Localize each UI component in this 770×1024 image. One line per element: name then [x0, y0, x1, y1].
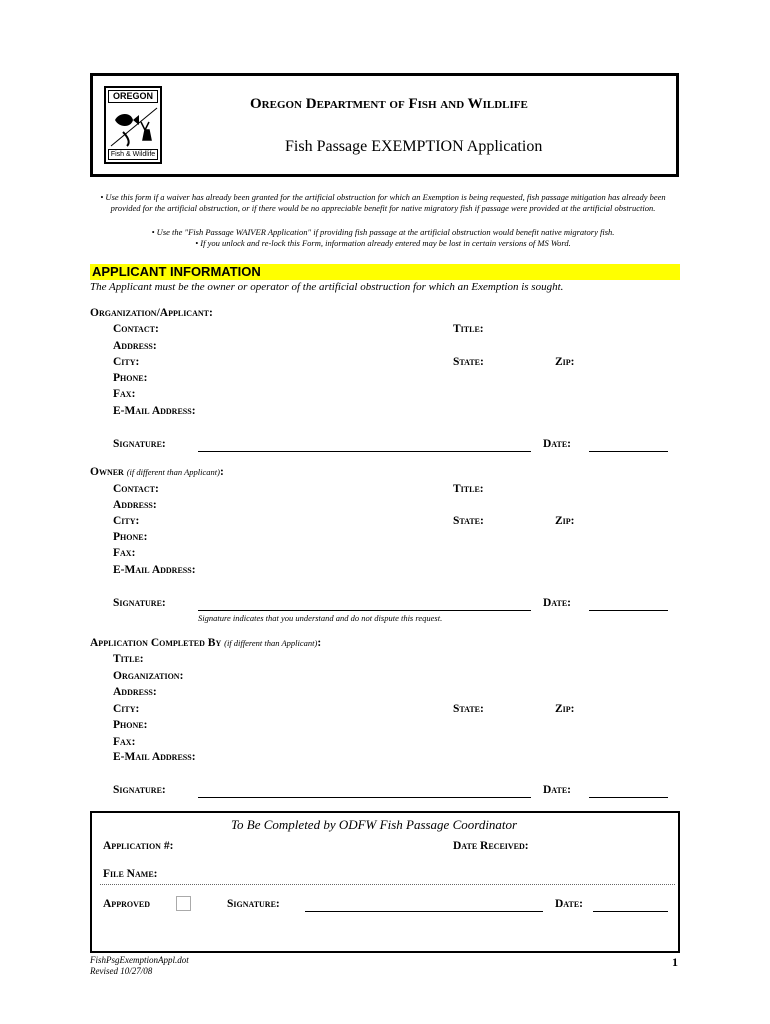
owner-heading: Owner (if different than Applicant):: [90, 466, 224, 478]
odfw-date-label: Date:: [555, 898, 583, 910]
page-number: 1: [672, 955, 678, 969]
owner-date-line[interactable]: [589, 610, 668, 611]
completed-zip-label: Zip:: [555, 703, 575, 715]
dotted-divider: [100, 884, 675, 885]
applicant-state-label: State:: [453, 356, 484, 368]
owner-address-label: Address:: [113, 499, 157, 511]
owner-fax-label: Fax:: [113, 547, 136, 559]
completed-title-label: Title:: [113, 653, 144, 665]
section-subtitle: The Applicant must be the owner or operator of the artificial obstruction for which an Exemption is sought.: [90, 281, 564, 293]
owner-title-label: Title:: [453, 483, 484, 495]
approved-label: Approved: [103, 898, 150, 910]
completed-by-heading-text: Application Completed By: [90, 637, 222, 649]
owner-email-label: E-Mail Address:: [113, 564, 196, 576]
completed-address-label: Address:: [113, 686, 157, 698]
completed-signature-label: Signature:: [113, 784, 166, 796]
owner-zip-label: Zip:: [555, 515, 575, 527]
footer: [90, 955, 189, 977]
date-received-label: Date Received:: [453, 840, 529, 852]
approved-checkbox[interactable]: [176, 896, 191, 911]
applicant-phone-label: Phone:: [113, 372, 148, 384]
owner-date-label: Date:: [543, 597, 571, 609]
department-name: Oregon Department of Fish and Wildlife: [250, 96, 528, 112]
applicant-date-label: Date:: [543, 438, 571, 450]
logo-bottom-text: Fish & Wildlife: [108, 149, 158, 160]
section-title: APPLICANT INFORMATION: [92, 264, 261, 279]
owner-city-label: City:: [113, 515, 140, 527]
completed-city-label: City:: [113, 703, 140, 715]
odfw-date-line[interactable]: [593, 911, 668, 912]
completed-signature-line[interactable]: [198, 797, 531, 798]
completed-organization-label: Organization:: [113, 670, 184, 682]
completed-date-line[interactable]: [589, 797, 668, 798]
logo-top-text: OREGON: [108, 90, 158, 103]
odfw-signature-label: Signature:: [227, 898, 280, 910]
odfw-signature-line[interactable]: [305, 911, 543, 912]
fish-deer-icon: [109, 106, 159, 148]
applicant-title-label: Title:: [453, 323, 484, 335]
applicant-city-label: City:: [113, 356, 140, 368]
form-title: Fish Passage EXEMPTION Application: [285, 138, 543, 155]
completed-date-label: Date:: [543, 784, 571, 796]
file-name-label: File Name:: [103, 868, 158, 880]
applicant-signature-line[interactable]: [198, 451, 531, 452]
applicant-zip-label: Zip:: [555, 356, 575, 368]
header-box: [90, 73, 679, 177]
owner-signature-note: Signature indicates that you understand and do not dispute this request.: [198, 613, 443, 623]
completed-fax-label: Fax:: [113, 736, 136, 748]
owner-heading-note: (if different than Applicant): [126, 467, 220, 477]
completed-by-heading-note: (if different than Applicant): [224, 638, 318, 648]
applicant-signature-label: Signature:: [113, 438, 166, 450]
footer-filename: FishPsgExemptionAppl.dot: [90, 955, 189, 965]
completed-state-label: State:: [453, 703, 484, 715]
applicant-heading: Organization/Applicant:: [90, 307, 213, 319]
owner-signature-label: Signature:: [113, 597, 166, 609]
applicant-contact-label: Contact:: [113, 323, 159, 335]
owner-signature-line[interactable]: [198, 610, 531, 611]
owner-phone-label: Phone:: [113, 531, 148, 543]
footer-revised: Revised 10/27/08: [90, 966, 153, 976]
completed-phone-label: Phone:: [113, 719, 148, 731]
completed-email-label: E-Mail Address:: [113, 751, 196, 763]
applicant-date-line[interactable]: [589, 451, 668, 452]
note-unlock: • If you unlock and re-lock this Form, information already entered may be lost in certain versions of MS Word.: [195, 238, 571, 248]
owner-contact-label: Contact:: [113, 483, 159, 495]
odfw-box-title: To Be Completed by ODFW Fish Passage Coordinator: [231, 817, 518, 832]
owner-heading-text: Owner: [90, 466, 124, 478]
owner-state-label: State:: [453, 515, 484, 527]
note-exemption: • Use this form if a waiver has already been granted for the artificial obstruction for which an Exemption is being requested, fish passage mitigation has already been provided for the artificial obstruction, or if there would be no appreciable benefit for native migratory fish if passage were provided at the artificial obstruction.: [100, 192, 666, 213]
odfw-logo: [104, 86, 162, 164]
applicant-fax-label: Fax:: [113, 388, 136, 400]
completed-by-heading: Application Completed By (if different than Applicant):: [90, 637, 322, 649]
note-waiver: • Use the "Fish Passage WAIVER Application" if providing fish passage at the artificial obstruction would benefit native migratory fish.: [151, 227, 615, 237]
application-number-label: Application #:: [103, 840, 174, 852]
applicant-email-label: E-Mail Address:: [113, 405, 196, 417]
applicant-address-label: Address:: [113, 340, 157, 352]
